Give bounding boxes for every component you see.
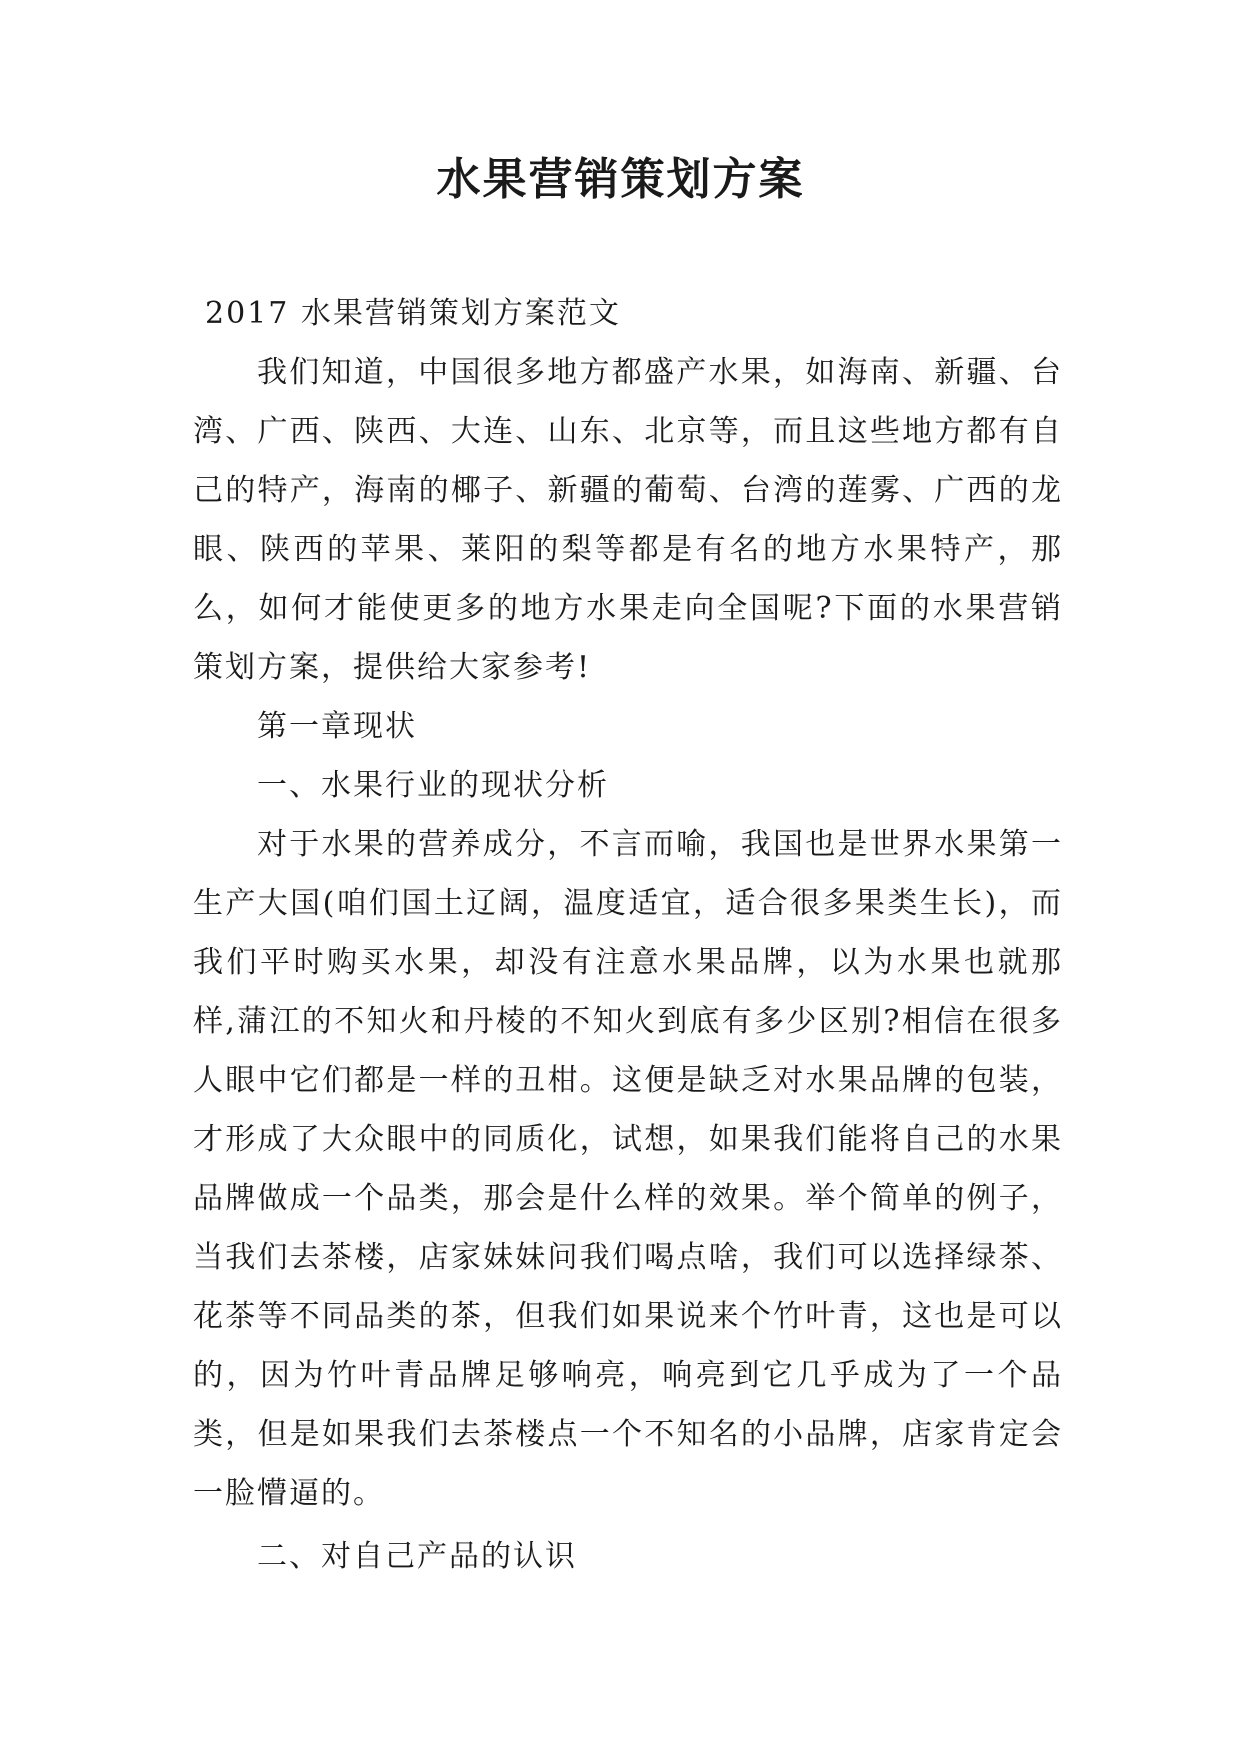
document-body bbox=[193, 284, 1063, 1586]
section-1-paragraph: 对于水果的营养成分，不言而喻，我国也是世界水果第一生产大国(咱们国土辽阔，温度适宜，适合很多果类生长)，而我们平时购买水果，却没有注意水果品牌，以为水果也就那样,蒲江的不知火和丹棱的不知火到底有多少区别?相信在很多人眼中它们都是一样的丑柑。这便是缺乏对水果品牌的包装，才形成了大众眼中的同质化，试想，如果我们能将自己的水果品牌做成一个品类，那会是什么样的效果。举个简单的例子，当我们去茶楼，店家妹妹问我们喝点啥，我们可以选择绿茶、花茶等不同品类的茶，但我们如果说来个竹叶青，这也是可以的，因为竹叶青品牌足够响亮，响亮到它几乎成为了一个品类，但是如果我们去茶楼点一个不知名的小品牌，店家肯定会一脸懵逼的。 bbox=[193, 827, 1063, 1511]
section-heading-1: 一、水果行业的现状分析 bbox=[257, 768, 609, 803]
chapter-heading: 第一章现状 bbox=[257, 709, 417, 744]
intro-paragraph: 我们知道，中国很多地方都盛产水果，如海南、新疆、台湾、广西、陕西、大连、山东、北京等，而且这些地方都有自己的特产，海南的椰子、新疆的葡萄、台湾的莲雾、广西的龙眼、陕西的苹果、莱阳的梨等都是有名的地方水果特产，那么，如何才能使更多的地方水果走向全国呢?下面的水果营销策划方案，提供给大家参考! bbox=[193, 355, 1063, 685]
section-heading-2: 二、对自己产品的认识 bbox=[257, 1539, 577, 1574]
document-title: 水果营销策划方案 bbox=[436, 154, 805, 205]
document-subtitle: 2017 水果营销策划方案范文 bbox=[205, 296, 621, 331]
